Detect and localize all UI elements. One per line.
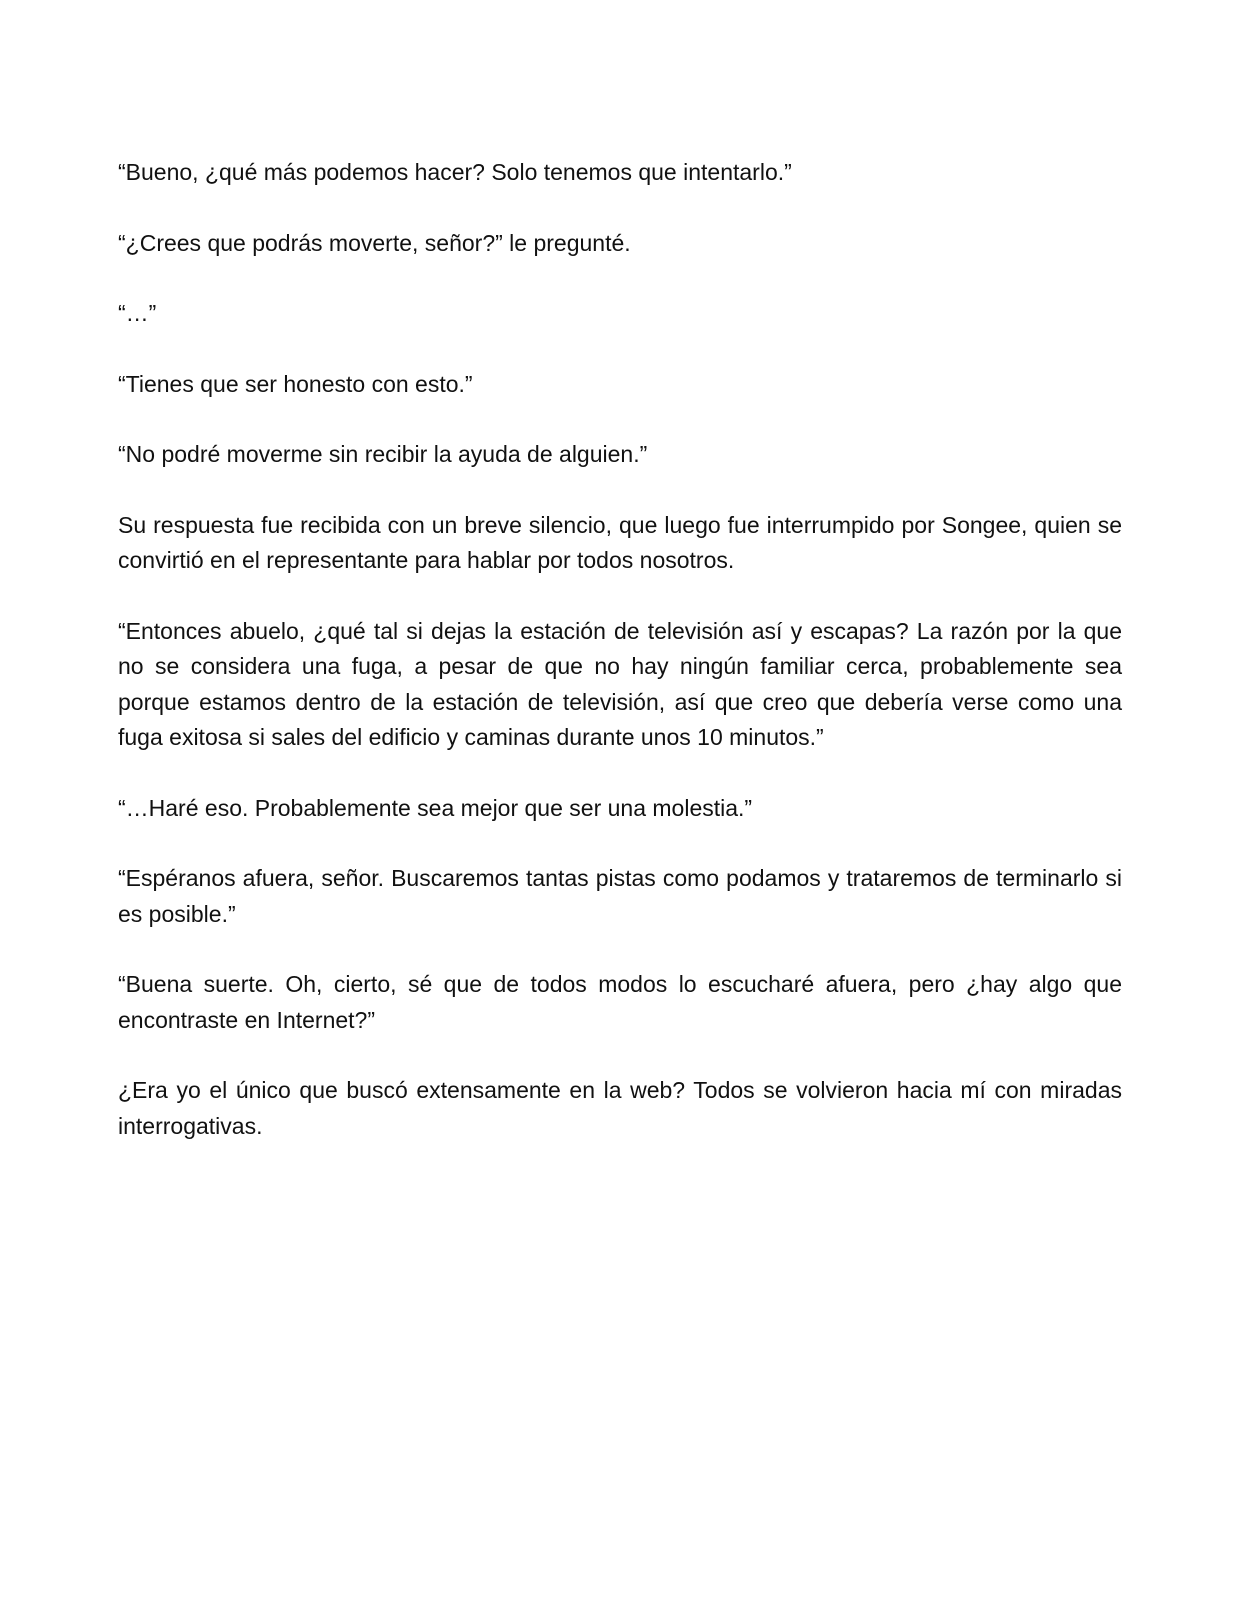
paragraph: “…” [118, 300, 157, 326]
document-body [118, 155, 1122, 1144]
paragraph: “Buena suerte. Oh, cierto, sé que de todos modos lo escucharé afuera, pero ¿hay algo que encontraste en Internet?” [118, 971, 1122, 1033]
paragraph: Su respuesta fue recibida con un breve silencio, que luego fue interrumpido por Songee, quien se convirtió en el representante para hablar por todos nosotros. [118, 511, 1122, 573]
paragraph: “Tienes que ser honesto con esto.” [118, 370, 473, 397]
paragraph: “Entonces abuelo, ¿qué tal si dejas la estación de televisión así y escapas? La razón por la que no se considera una fuga, a pesar de que no hay ningún familiar cerca, probablemente sea porque estamos dentro de la estación de televisión, así que creo que debería verse como una fuga exitosa si sales del edificio y caminas durante unos 10 minutos.” [118, 617, 1122, 750]
paragraph: “Espéranos afuera, señor. Buscaremos tantas pistas como podamos y trataremos de terminarlo si es posible.” [118, 865, 1122, 927]
paragraph: “¿Crees que podrás moverte, señor?” le pregunté. [118, 229, 631, 256]
paragraph: “No podré moverme sin recibir la ayuda de alguien.” [118, 441, 648, 467]
paragraph: “…Haré eso. Probablemente sea mejor que ser una molestia.” [118, 794, 753, 821]
paragraph: “Bueno, ¿qué más podemos hacer? Solo tenemos que intentarlo.” [118, 159, 792, 185]
paragraph: ¿Era yo el único que buscó extensamente en la web? Todos se volvieron hacia mí con miradas interrogativas. [118, 1077, 1122, 1139]
